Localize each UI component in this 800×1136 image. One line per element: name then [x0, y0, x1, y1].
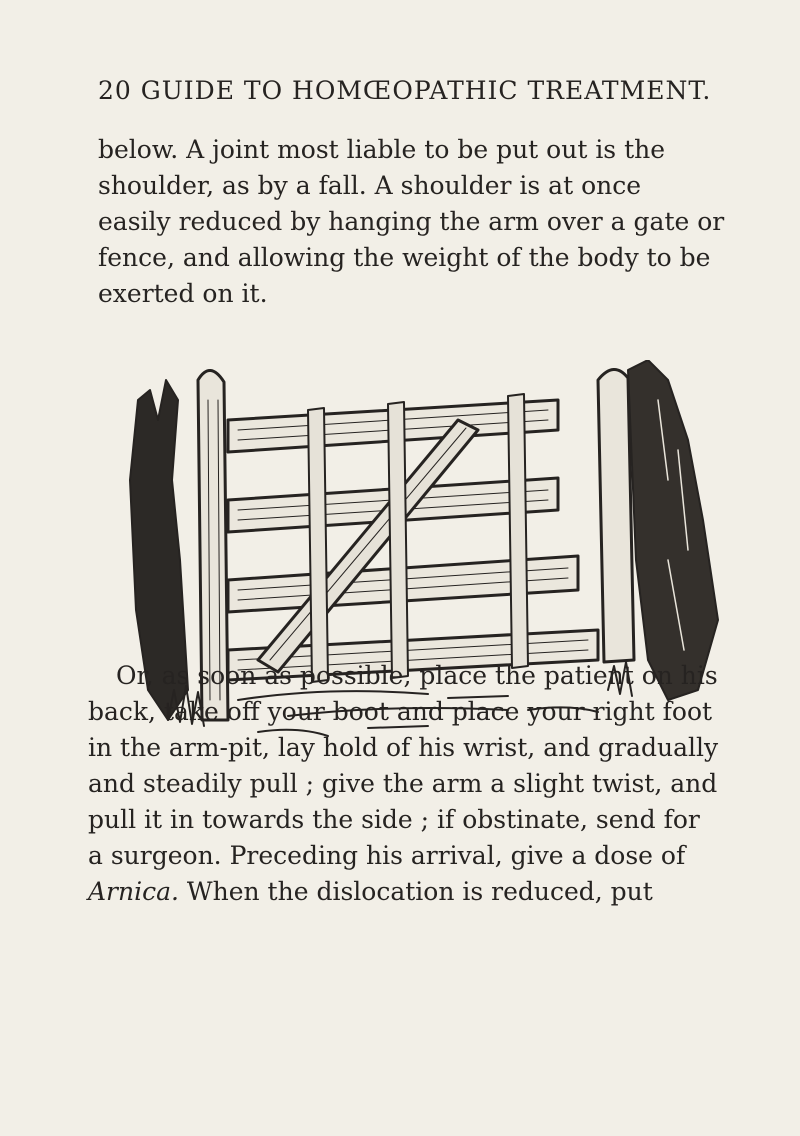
text-line [88, 874, 778, 910]
page-number: 20 [98, 76, 132, 105]
remedy-name: Arnica. [88, 877, 179, 906]
paragraph-2 [88, 658, 778, 910]
text-line: exerted on it. [98, 279, 268, 308]
text-line: shoulder, as by a fall. A shoulder is at once [98, 171, 642, 200]
text-fragment: When the dislocation is reduced, put [178, 877, 653, 906]
text-line: easily reduced by hanging the arm over a gate or [98, 207, 725, 236]
text-line: fence, and allowing the weight of the body to be [98, 243, 711, 272]
paragraph-1 [98, 132, 758, 312]
text-line: back, take off your boot and place your right foot [88, 697, 713, 726]
text-line: pull it in towards the side ; if obstinate, send for [88, 805, 700, 834]
text-line: in the arm-pit, lay hold of his wrist, and gradually [88, 733, 719, 762]
text-line: a surgeon. Preceding his arrival, give a dose of [88, 841, 686, 870]
running-head [98, 76, 738, 105]
text-line: Or, as soon as possible, place the patient on his [116, 661, 718, 690]
text-line: and steadily pull ; give the arm a slight twist, and [88, 769, 718, 798]
running-title: GUIDE TO HOMŒOPATHIC TREATMENT. [140, 76, 712, 105]
text-line: below. A joint most liable to be put out is the [98, 135, 666, 164]
